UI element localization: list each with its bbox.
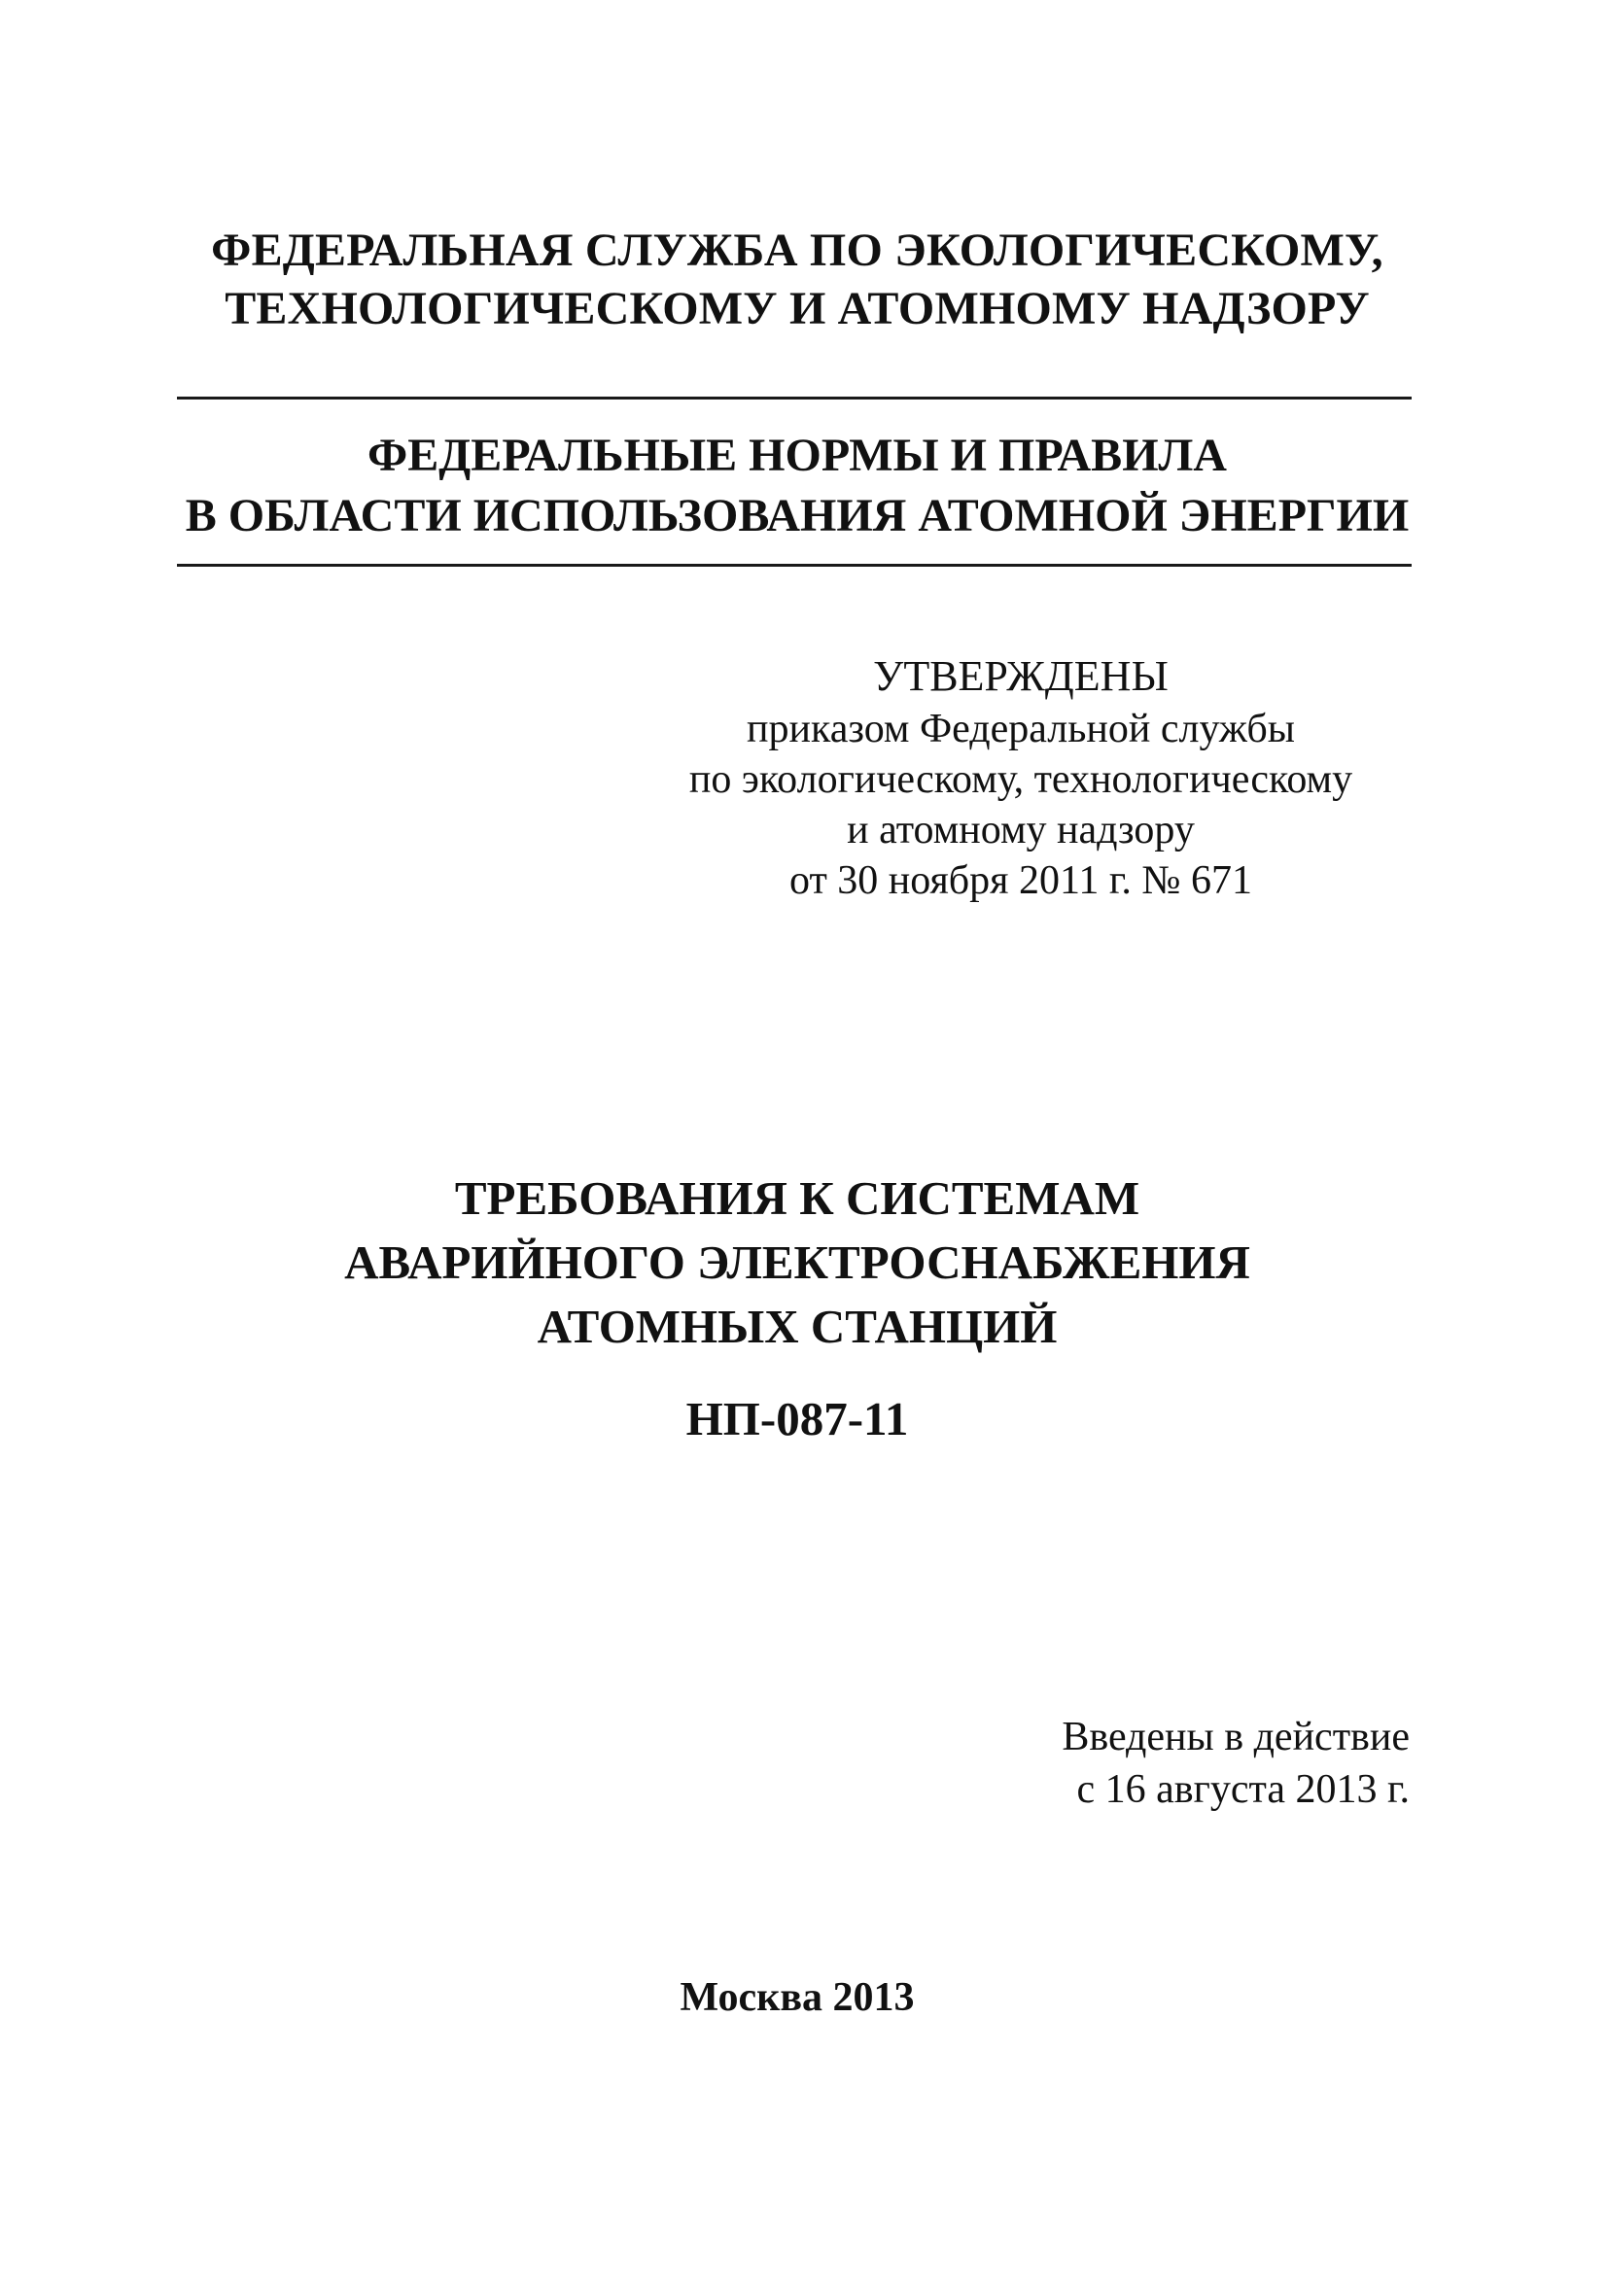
document-title-line-2: АВАРИЙНОГО ЭЛЕКТРОСНАБЖЕНИЯ [344,1235,1250,1289]
publication-city-year: Москва 2013 [680,1975,915,2020]
effective-date-block [953,1711,1410,1816]
divider-top [177,397,1412,400]
norms-category-line-2: В ОБЛАСТИ ИСПОЛЬЗОВАНИЯ АТОМНОЙ ЭНЕРГИИ [185,490,1410,541]
approval-block [681,649,1361,906]
document-title [0,1166,1594,1359]
effective-line-2: с 16 августа 2013 г. [1076,1767,1410,1812]
norms-category [0,426,1594,546]
document-title-line-1: ТРЕБОВАНИЯ К СИСТЕМАМ [454,1171,1140,1225]
document-title-line-3: АТОМНЫХ СТАНЦИЙ [537,1300,1058,1353]
divider-bottom [177,564,1412,567]
norms-category-line-1: ФЕДЕРАЛЬНЫЕ НОРМЫ И ПРАВИЛА [367,430,1227,481]
agency-name [0,222,1594,338]
document-code: НП-087-11 [685,1392,909,1445]
approval-line-1: приказом Федеральной службы [747,707,1295,751]
approval-line-4: от 30 ноября 2011 г. № 671 [789,858,1252,903]
approval-line-2: по экологическому, технологическому [688,757,1353,802]
effective-line-1: Введены в действие [1062,1715,1410,1759]
approval-line-3: и атомному надзору [847,808,1195,852]
agency-name-line-1: ФЕДЕРАЛЬНАЯ СЛУЖБА ПО ЭКОЛОГИЧЕСКОМУ, [211,225,1383,276]
approval-heading: УТВЕРЖДЕНЫ [873,652,1169,700]
agency-name-line-2: ТЕХНОЛОГИЧЕСКОМУ И АТОМНОМУ НАДЗОРУ [225,283,1370,334]
